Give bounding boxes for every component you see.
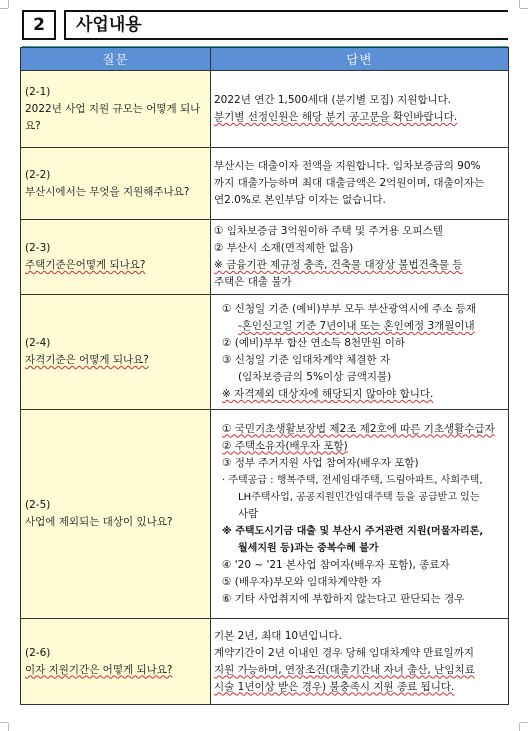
answer-line: ② (예비)부부 합산 연소득 8천만원 이하 xyxy=(222,337,405,349)
answer-line: ※ 금융기관 제규정 충족, 건축물 대장상 불법건축물 등 xyxy=(214,259,463,271)
answer-line: · 주택공급 : 행복주택, 전세임대주택, 드림아파트, 사회주택, xyxy=(222,474,483,486)
answer-line: ④ '20 ~ '21 본사업 참여자(배우자 포함), 종료자 xyxy=(222,558,450,571)
page-corner-guide xyxy=(8,723,9,731)
question-text: 2022년 사업 지원 규모는 어떻게 되나요? xyxy=(25,102,201,132)
answer-cell xyxy=(211,148,509,220)
answer-line: 월세지원 등)과는 중복수혜 불가 xyxy=(238,542,379,554)
answer-line: 시술 1년이상 받은 경우) 불충족시 지원 종료 됩니다. xyxy=(214,680,455,693)
answer-line: 기본 2년, 최대 10년입니다. xyxy=(214,629,343,642)
question-id: (2-1) xyxy=(25,85,51,98)
answer-line: 연2.0%로 본인부담 이자는 없습니다. xyxy=(214,194,386,206)
page-corner-guide xyxy=(0,8,8,9)
answer-column-header: 답변 xyxy=(211,48,509,71)
answer-line: LH주택사업, 공공지원민간임대주택 등을 공급받고 있는 xyxy=(238,491,480,503)
answer-line: 지원 가능하며, 연장조건(대출기간내 자녀 출산, 난임치료 xyxy=(214,663,475,676)
question-text: 사업에 제외되는 대상이 있나요? xyxy=(25,516,173,528)
page-corner-guide xyxy=(0,722,8,723)
question-cell xyxy=(21,220,211,295)
answer-cell xyxy=(211,220,509,295)
answer-line: ※ 자격제외 대상자에 해당되지 않아야 합니다. xyxy=(222,388,434,400)
answer-line: 주택은 대출 불가 xyxy=(214,276,292,288)
table-row xyxy=(21,619,509,705)
question-text: 부산시에서는 무엇을 지원해주나요? xyxy=(25,185,190,198)
answer-line: 까지 대출가능하며 최대 대출금액은 2억원이며, 대출이자는 xyxy=(214,177,485,189)
answer-line: ① 임차보증금 3억원이하 주택 및 주거용 오피스텔 xyxy=(214,225,443,237)
question-cell xyxy=(21,71,211,148)
question-id: (2-3) xyxy=(25,242,51,254)
section-number: 2 xyxy=(22,10,56,40)
answer-line: ※ 주택도시기금 대출 및 부산시 주거관련 지원(머물자리론, xyxy=(222,525,484,537)
question-text: 이자 지원기간은 어떻게 되나요? xyxy=(25,663,173,676)
page-corner-guide xyxy=(519,0,520,8)
answer-cell xyxy=(211,71,509,148)
question-cell xyxy=(21,619,211,705)
table-row xyxy=(21,220,509,295)
question-column-header: 질문 xyxy=(21,48,211,71)
table-row xyxy=(21,295,509,410)
question-id: (2-4) xyxy=(25,337,51,349)
page-corner-guide xyxy=(519,723,520,731)
table-row xyxy=(21,148,509,220)
question-id: (2-2) xyxy=(25,168,51,181)
answer-line: ② 주택소유자(배우자 포함) xyxy=(222,439,348,452)
question-cell xyxy=(21,148,211,220)
table-row xyxy=(21,71,509,148)
answer-line: 분기별 선정인원은 해당 분기 공고문을 확인바랍니다. xyxy=(214,111,458,123)
question-text: 자격기준은 어떻게 되나요? xyxy=(25,354,149,366)
question-cell xyxy=(21,410,211,619)
question-id: (2-6) xyxy=(25,646,51,659)
answer-line: ② 부산시 소재(면적제한 없음) xyxy=(214,242,354,254)
faq-table xyxy=(20,47,509,705)
answer-cell xyxy=(211,619,509,705)
answer-line: 부산시는 대출이자 전액을 지원합니다. 임차보증금의 90% xyxy=(214,160,481,172)
page-corner-guide xyxy=(520,8,528,9)
question-cell xyxy=(21,295,211,410)
page-corner-guide xyxy=(520,722,528,723)
section-header xyxy=(22,10,508,42)
answer-cell xyxy=(211,410,509,619)
answer-line: -혼인신고일 기준 7년이내 또는 혼인예정 3개월이내 xyxy=(238,320,475,332)
answer-line: ⑥ 기타 사업취지에 부합하지 않는다고 판단되는 경우 xyxy=(222,592,465,605)
answer-line: ① 국민기초생활보장법 제2조 제2호에 따른 기초생활수급자 xyxy=(222,422,495,435)
answer-line: 사람 xyxy=(238,507,259,520)
answer-line: 2022년 연간 1,500세대 (분기별 모집) 지원합니다. xyxy=(214,94,452,106)
section-title: 사업내용 xyxy=(64,10,508,40)
answer-line: ⑤ (배우자)부모와 임대차계약한 자 xyxy=(222,575,382,588)
answer-line: ③ 정부 주거지원 사업 참여자(배우자 포함) xyxy=(222,456,419,469)
page-corner-guide xyxy=(8,0,9,8)
answer-line: ③ 신청일 기준 임대차계약 체결한 자 xyxy=(222,354,391,366)
table-header-row xyxy=(21,48,509,71)
question-text: 주택기준은어떻게 되나요? xyxy=(25,259,146,271)
answer-line: ① 신청일 기준 (예비)부부 모두 부산광역시에 주소 등재 xyxy=(222,303,476,315)
answer-line: (임차보증금의 5%이상 금액지불) xyxy=(238,371,392,383)
table-row xyxy=(21,410,509,619)
question-id: (2-5) xyxy=(25,499,51,511)
answer-cell xyxy=(211,295,509,410)
answer-line: 계약기간이 2년 이내인 경우 당해 임대차계약 만료일까지 xyxy=(214,646,474,659)
